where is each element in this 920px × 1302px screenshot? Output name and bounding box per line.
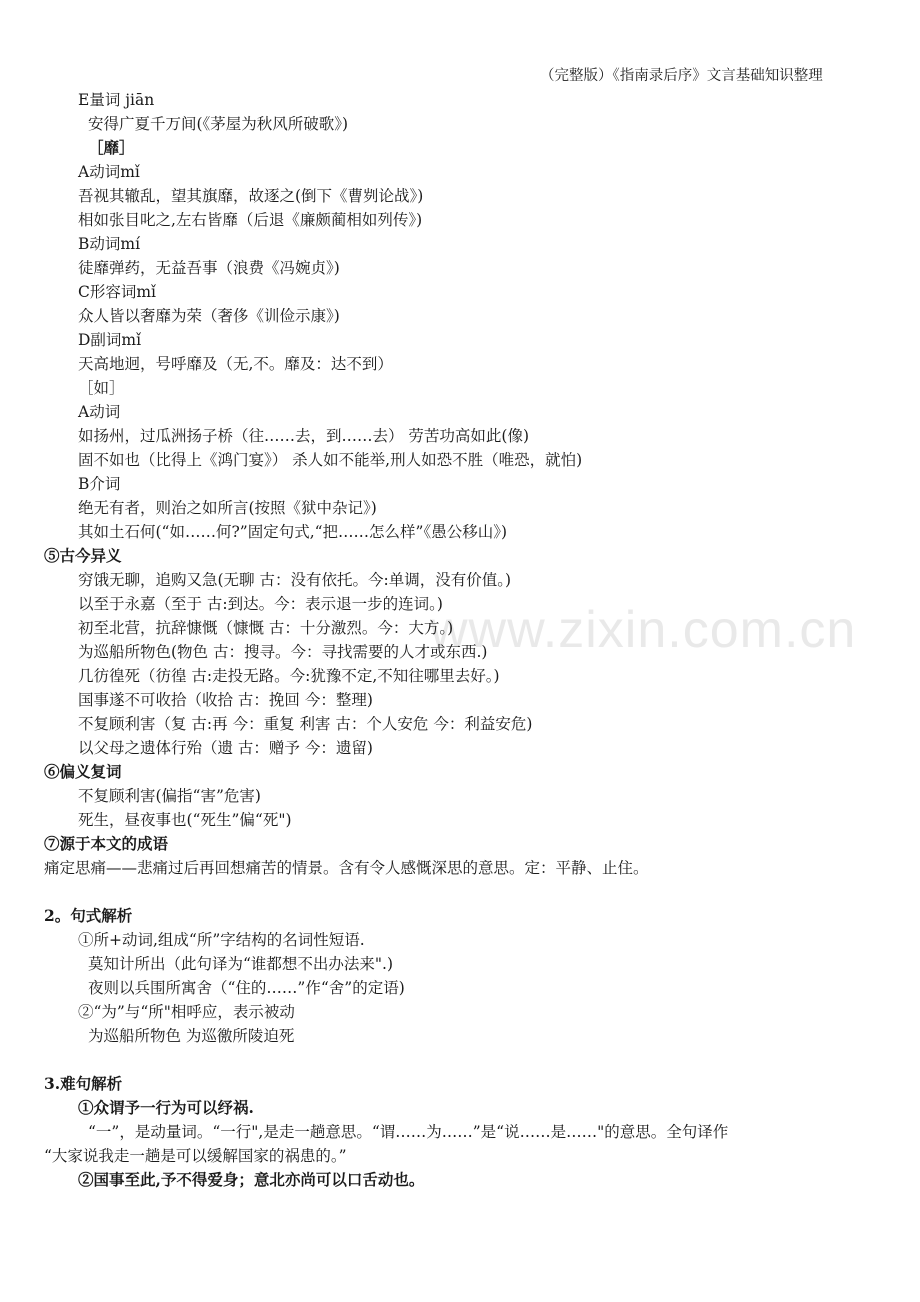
keyword-heading: ［如］ [78,379,125,397]
watermark-text: www.zixin.com.cn [430,601,857,659]
entry-line: B动词mí [78,235,141,253]
example-line: 死生，昼夜事也(“死生”偏“死") [78,811,292,829]
example-line: 固不如也（比得上《鸿门宴》） 杀人如不能举,刑人如恐不胜（唯恐，就怕) [78,451,583,469]
example-line: 夜则以兵围所寓舍（“住的……”作“舍”的定语) [88,979,405,997]
entry-line: C形容词mǐ [78,283,157,301]
example-line: 其如土石何(“如……何?”固定句式,“把……怎么样”《愚公移山》) [78,523,508,541]
explanation-line: “大家说我走一趟是可以缓解国家的祸患的。” [44,1147,347,1165]
sentence-heading: ②国事至此,予不得爱身；意北亦尚可以口舌动也。 [78,1170,425,1189]
example-line: 为巡船所物色(物色 古：搜寻。今：寻找需要的人才或东西.) [78,643,488,661]
example-line: 莫知计所出（此句译为“谁都想不出办法来".) [88,955,394,973]
example-line: 相如张目叱之,左右皆靡（后退《廉颇蔺相如列传》) [78,211,423,229]
entry-line: E量词 jiān [78,91,155,109]
example-line: 国事遂不可收拾（收拾 古：挽回 今：整理) [78,691,373,709]
example-line: 安得广夏千万间(《茅屋为秋风所破歌》) [88,115,349,133]
entry-line: ②“为”与“所"相呼应，表示被动 [78,1003,295,1021]
example-line: 天高地迥，号呼靡及（无,不。靡及：达不到） [78,355,393,373]
example-line: 穷饿无聊，追购又急(无聊 古：没有依托。今:单调，没有价值。) [78,571,511,589]
example-line: 吾视其辙乱，望其旗靡，故逐之(倒下《曹刿论战》) [78,187,424,205]
example-line: 不复顾利害（复 古:再 今：重复 利害 古：个人安危 今：利益安危) [78,715,533,733]
section-heading: 3.难句解析 [44,1074,123,1093]
explanation-line: “一”，是动量词。“一行",是走一趟意思。“谓……为……”是“说……是……"的意思。全句译作 [88,1123,729,1141]
entry-line: A动词mǐ [78,163,140,181]
document-header-title: （完整版）《指南录后序》文言基础知识整理 [540,68,823,84]
example-line: 不复顾利害(偏指“害”危害) [78,787,261,805]
entry-line: D副词mǐ [78,331,142,349]
section-heading: ⑤古今异义 [44,546,122,565]
example-line: 如扬州，过瓜洲扬子桥（往……去，到……去） 劳苦功高如此(像) [78,427,530,445]
section-heading: 2。句式解析 [44,906,133,925]
entry-line: B介词 [78,475,121,493]
idiom-line: 痛定思痛——悲痛过后再回想痛苦的情景。含有令人感慨深思的意思。定：平静、止住。 [44,859,649,877]
section-heading: ⑦源于本文的成语 [44,834,169,853]
entry-line: A动词 [78,403,121,421]
example-line: 几彷徨死（彷徨 古:走投无路。今:犹豫不定,不知往哪里去好。) [78,667,500,685]
example-line: 绝无有者，则治之如所言(按照《狱中杂记》) [78,499,377,517]
sentence-heading: ①众谓予一行为可以纾祸. [78,1098,254,1117]
example-line: 以至于永嘉（至于 古:到达。今：表示退一步的连词。) [78,595,443,613]
keyword-heading: ［靡］ [88,138,135,157]
example-line: 以父母之遗体行殆（遗 古：赠予 今：遗留) [78,739,373,757]
example-line: 众人皆以奢靡为荣（奢侈《训俭示康》) [78,307,340,325]
example-line: 初至北营，抗辞慷慨（慷慨 古：十分激烈。今：大方。) [78,619,454,637]
example-line: 为巡船所物色 为巡徼所陵迫死 [88,1027,295,1045]
example-line: 徒靡弹药，无益吾事（浪费《冯婉贞》) [78,259,340,277]
section-heading: ⑥偏义复词 [44,762,122,781]
entry-line: ①所+动词,组成“所”字结构的名词性短语. [78,931,365,949]
